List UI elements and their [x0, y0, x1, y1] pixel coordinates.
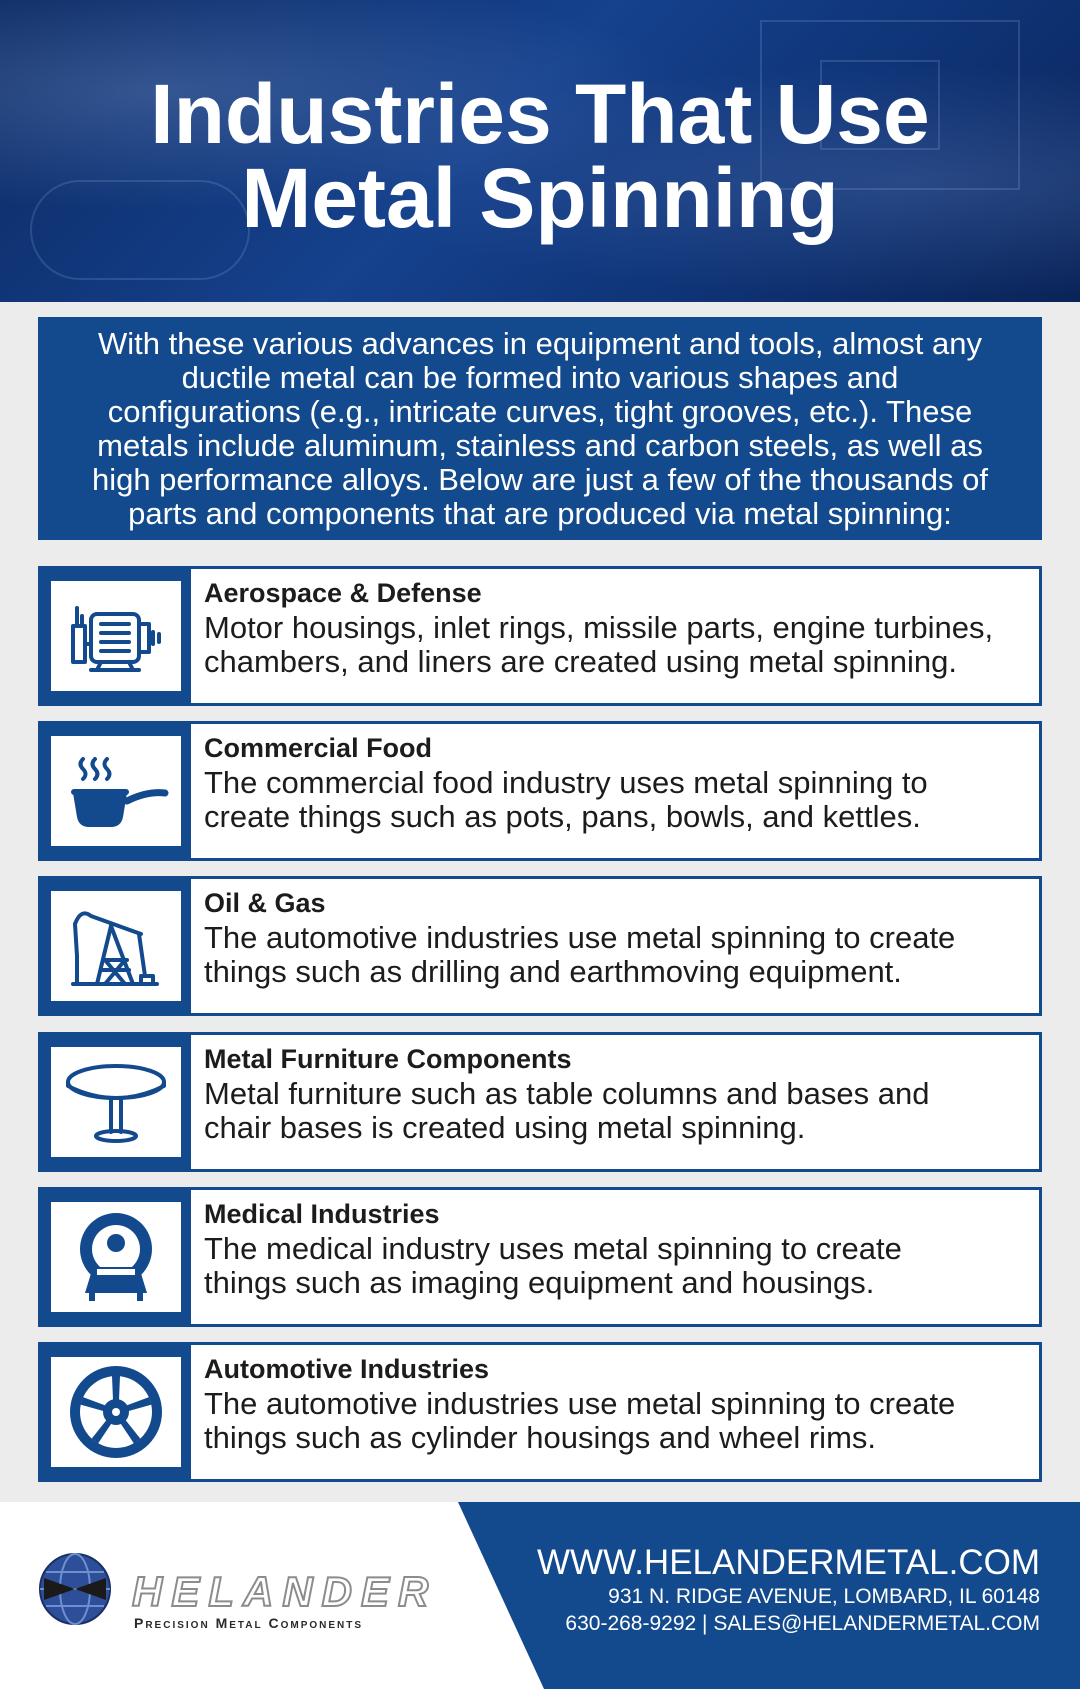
company-tagline: Precision Metal Components — [134, 1615, 364, 1631]
industry-card-automotive — [38, 1342, 1042, 1482]
mri-scanner-icon — [61, 1207, 171, 1307]
hero-banner — [0, 0, 1080, 302]
phone-email: 630-268-9292 | SALES@HELANDERMETAL.COM — [565, 1612, 1040, 1635]
industry-title: Automotive Industries — [204, 1354, 490, 1384]
industry-title: Metal Furniture Components — [204, 1044, 572, 1074]
description-line: chambers, and liners are created using metal spinning. — [204, 644, 958, 679]
description-line: Metal furniture such as table columns and bases and — [204, 1076, 930, 1111]
industry-title: Aerospace & Defense — [204, 578, 482, 608]
company-logo-wordmark: HELANDER — [132, 1568, 438, 1615]
description-line: create things such as pots, pans, bowls, and kettles. — [204, 799, 921, 834]
description-line: The commercial food industry uses metal spinning to — [204, 765, 928, 800]
description-line: things such as imaging equipment and housings. — [204, 1265, 875, 1300]
intro-line: ductile metal can be formed into various shapes and — [181, 360, 899, 395]
icon-frame — [41, 1345, 191, 1479]
wheel-rim-icon — [61, 1362, 171, 1462]
website-link[interactable]: WWW.HELANDERMETAL.COM — [537, 1543, 1040, 1582]
title-line-2: Metal Spinning — [241, 151, 839, 245]
intro-line: parts and components that are produced via metal spinning: — [128, 496, 952, 531]
industry-title: Oil & Gas — [204, 888, 326, 918]
icon-frame — [41, 724, 191, 858]
description-line: things such as cylinder housings and wheel rims. — [204, 1420, 877, 1455]
street-address: 931 N. RIDGE AVENUE, LOMBARD, IL 60148 — [608, 1585, 1040, 1608]
industry-description — [204, 1077, 1034, 1145]
page-title — [0, 67, 1080, 245]
industry-title: Medical Industries — [204, 1199, 440, 1229]
motor-icon — [61, 586, 171, 686]
description-line: The automotive industries use metal spinning to create — [204, 920, 956, 955]
industry-title: Commercial Food — [204, 733, 433, 763]
icon-frame — [41, 879, 191, 1013]
intro-line: metals include aluminum, stainless and carbon steels, as well as — [97, 428, 983, 463]
description-line: The medical industry uses metal spinning to create — [204, 1231, 902, 1266]
industry-description — [204, 611, 1034, 679]
intro-line: configurations (e.g., intricate curves, tight grooves, etc.). These — [107, 394, 973, 429]
industry-card-oil-gas — [38, 876, 1042, 1016]
title-line-1: Industries That Use — [150, 67, 930, 161]
contact-info — [537, 1543, 1040, 1637]
industry-description — [204, 1232, 1034, 1300]
table-icon — [61, 1052, 171, 1152]
description-line: chair bases is created using metal spinning. — [204, 1110, 806, 1145]
icon-frame — [41, 1035, 191, 1169]
intro-line: high performance alloys. Below are just a few of the thousands of — [91, 462, 989, 497]
icon-frame — [41, 1190, 191, 1324]
pot-icon — [61, 741, 171, 841]
globe-logo-icon — [38, 1552, 112, 1626]
description-line: Motor housings, inlet rings, missile parts, engine turbines, — [204, 610, 994, 645]
intro-paragraph — [38, 317, 1042, 540]
industry-card-medical — [38, 1187, 1042, 1327]
intro-line: With these various advances in equipment and tools, almost any — [98, 326, 982, 361]
description-line: things such as drilling and earthmoving equipment. — [204, 954, 902, 989]
description-line: The automotive industries use metal spinning to create — [204, 1386, 956, 1421]
industry-card-furniture — [38, 1032, 1042, 1172]
industry-card-aerospace — [38, 566, 1042, 706]
industry-description — [204, 1387, 1034, 1455]
pumpjack-icon — [61, 896, 171, 996]
industry-description — [204, 766, 1034, 834]
icon-frame — [41, 569, 191, 703]
industry-card-commercial-food — [38, 721, 1042, 861]
industry-description — [204, 921, 1034, 989]
